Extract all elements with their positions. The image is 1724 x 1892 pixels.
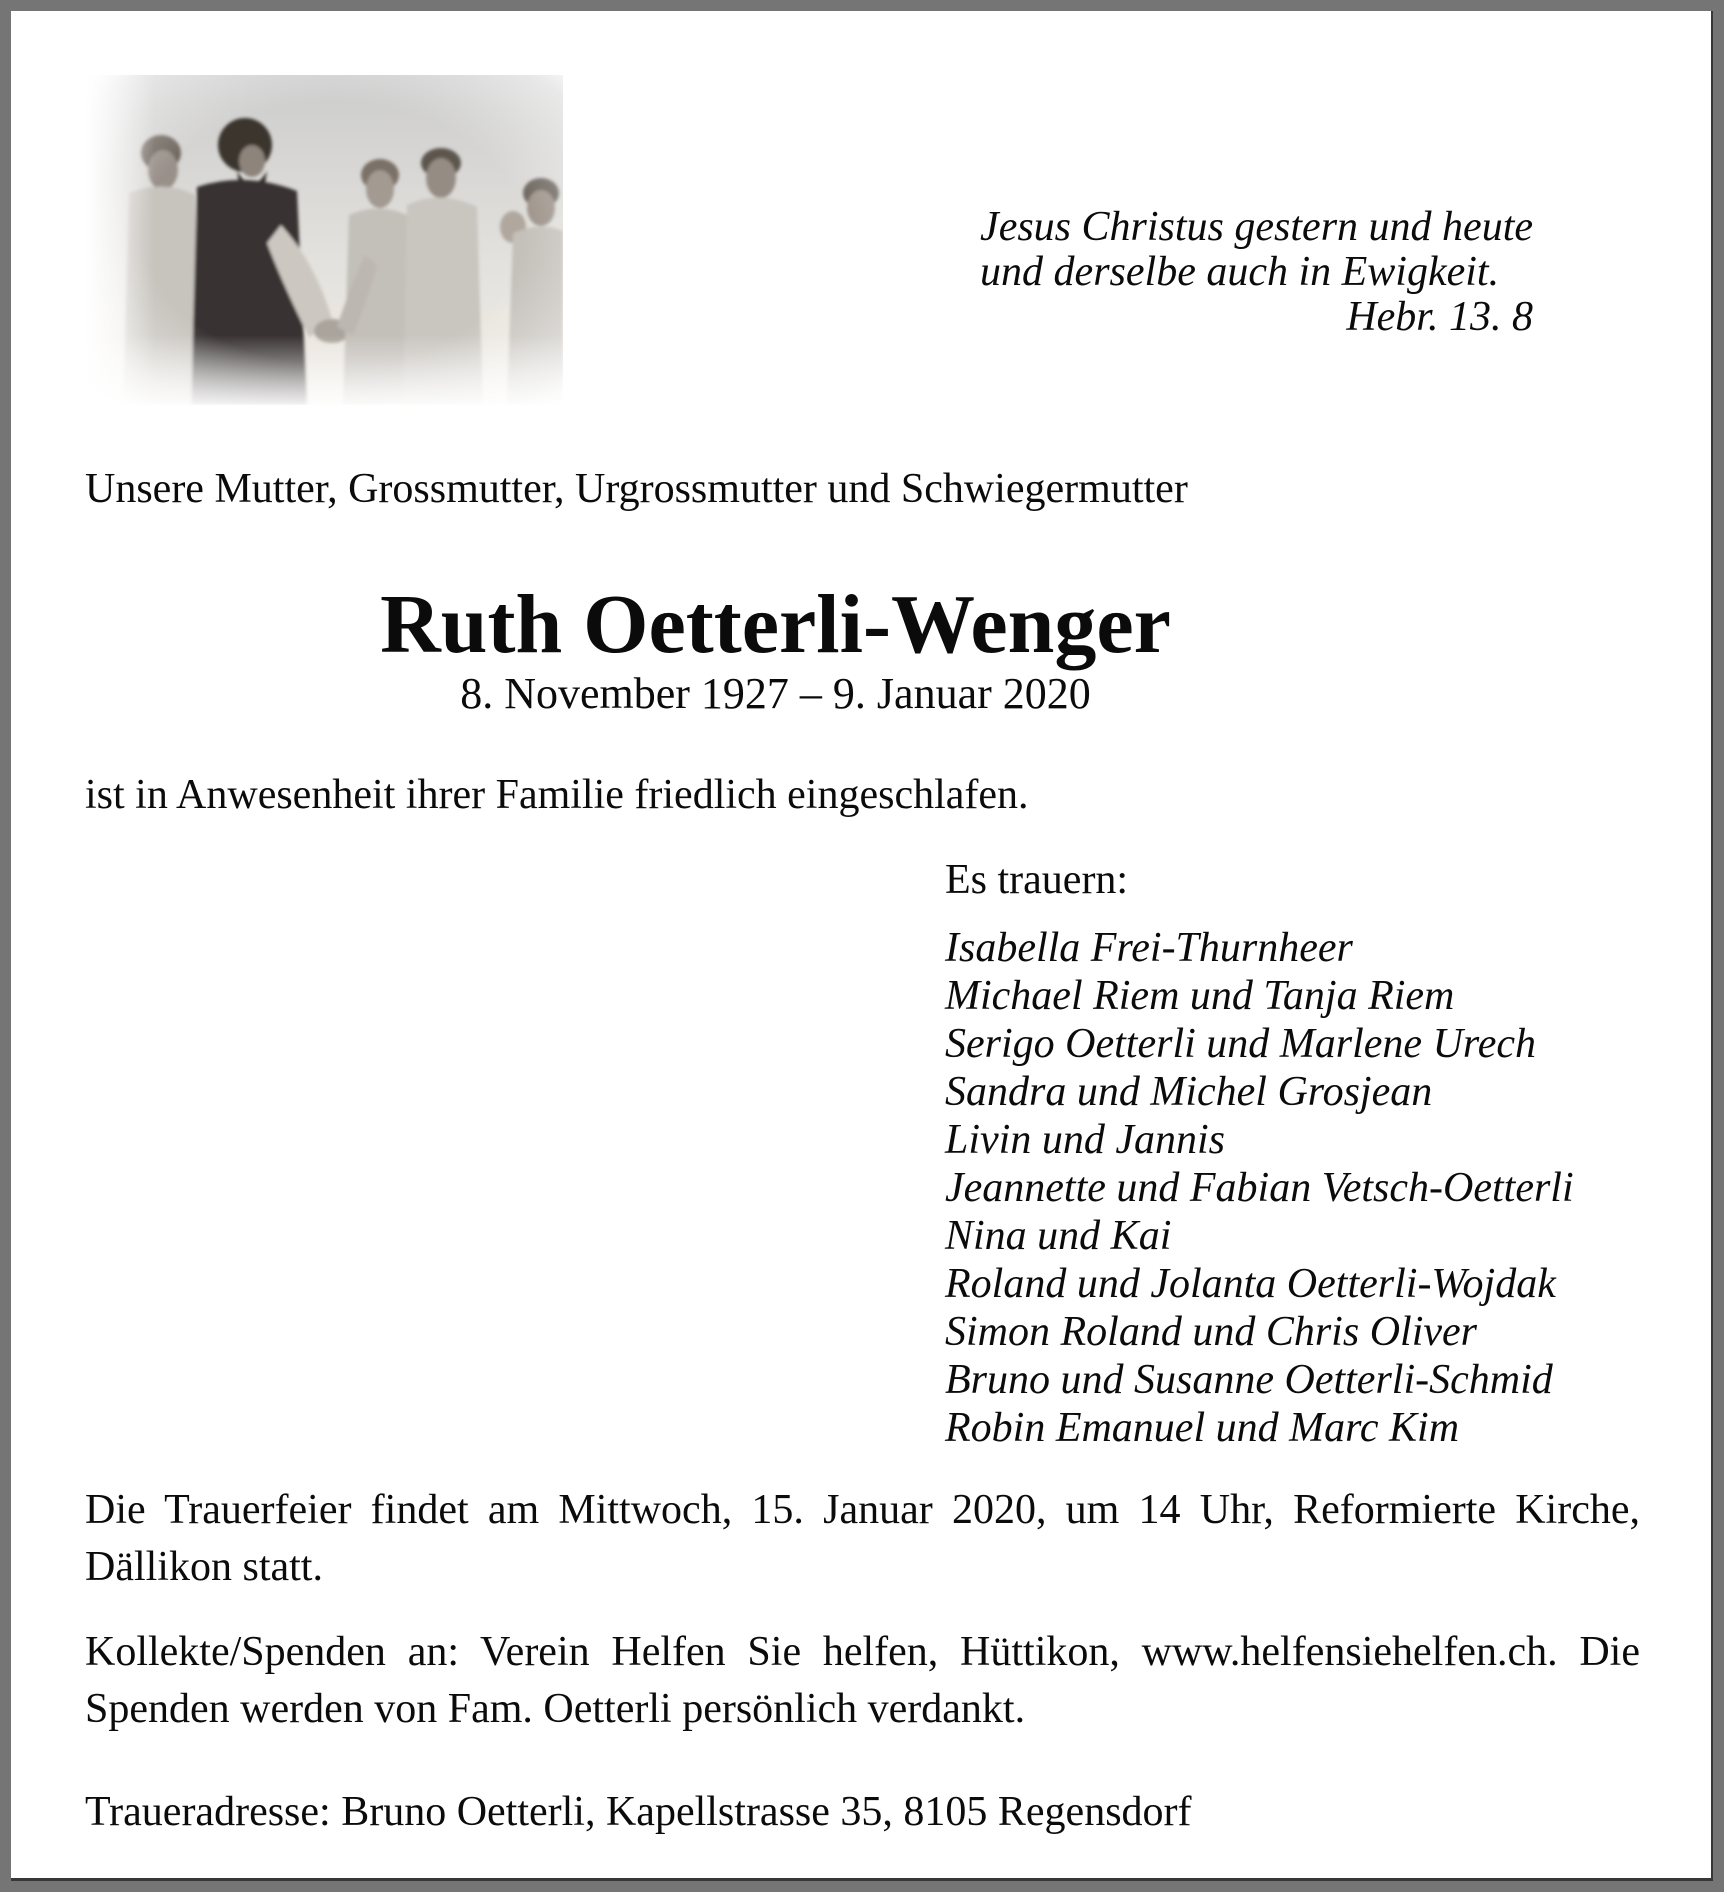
mourner-name: Roland und Jolanta Oetterli-Wojdak xyxy=(945,1261,1556,1307)
obituary-content xyxy=(11,11,1713,1881)
announcement-line: ist in Anwesenheit ihrer Familie friedlich eingeschlafen. xyxy=(85,772,1029,818)
scripture-quote xyxy=(980,205,1533,340)
mourner-name: Michael Riem und Tanja Riem xyxy=(945,973,1455,1019)
mourner-name: Isabella Frei-Thurnheer xyxy=(945,925,1353,971)
memorial-artwork-image xyxy=(85,75,563,405)
mourners-section xyxy=(945,854,1640,1452)
quote-line-2: und derselbe auch in Ewigkeit. xyxy=(980,249,1500,295)
quote-line-1: Jesus Christus gestern und heute xyxy=(980,204,1533,250)
relation-line: Unsere Mutter, Grossmutter, Urgrossmutter und Schwiegermutter xyxy=(85,466,1188,512)
mourner-name: Livin und Jannis xyxy=(945,1117,1225,1163)
mourner-name: Serigo Oetterli und Marlene Urech xyxy=(945,1021,1536,1067)
donations-paragraph: Kollekte/Spenden an: Verein Helfen Sie helfen, Hüttikon, www.helfensiehelfen.ch. Die Spenden werden von Fam. Oetterli persönlich verdankt. xyxy=(85,1629,1640,1732)
mourner-name: Robin Emanuel und Marc Kim xyxy=(945,1405,1460,1451)
mourner-name: Nina und Kai xyxy=(945,1213,1172,1259)
deceased-dates: 8. November 1927 – 9. Januar 2020 xyxy=(460,669,1091,718)
mourners-heading: Es trauern: xyxy=(945,857,1129,903)
mourner-name: Sandra und Michel Grosjean xyxy=(945,1069,1433,1115)
mourner-name: Simon Roland und Chris Oliver xyxy=(945,1309,1477,1355)
mourner-name: Jeannette und Fabian Vetsch-Oetterli xyxy=(945,1165,1574,1211)
header-row xyxy=(85,75,1640,405)
quote-source: Hebr. 13. 8 xyxy=(1346,294,1533,340)
mourner-name: Bruno und Susanne Oetterli-Schmid xyxy=(945,1357,1553,1403)
deceased-name: Ruth Oetterli-Wenger xyxy=(380,578,1171,671)
mourners-list xyxy=(945,924,1640,1452)
mourning-address-line: Traueradresse: Bruno Oetterli, Kapellstrasse 35, 8105 Regensdorf xyxy=(85,1789,1192,1835)
funeral-service-paragraph: Die Trauerfeier findet am Mittwoch, 15. Januar 2020, um 14 Uhr, Reformierte Kirche, Dällikon statt. xyxy=(85,1487,1640,1590)
